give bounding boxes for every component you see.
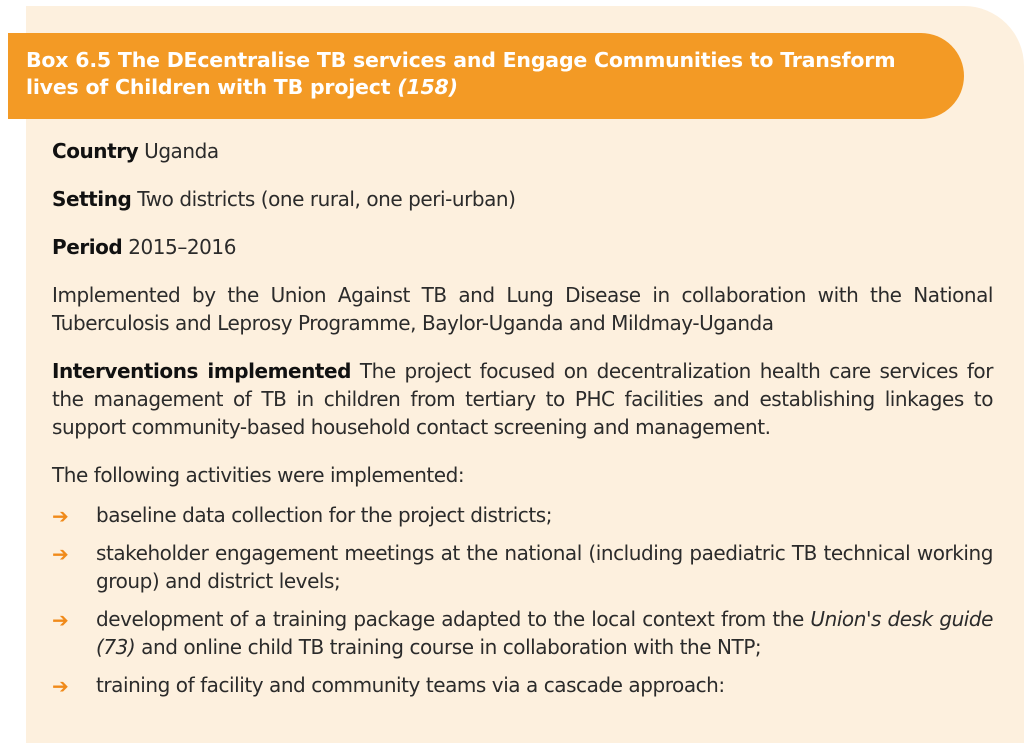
interventions-paragraph: [52, 357, 993, 441]
country-line: [52, 137, 993, 165]
activities-intro: The following activities were implemented:: [52, 463, 465, 487]
country-label: Country: [52, 139, 139, 163]
list-item-text: baseline data collection for the project districts;: [96, 503, 552, 527]
setting-value: Two districts (one rural, one peri-urban): [131, 187, 516, 211]
setting-label: Setting: [52, 187, 132, 211]
list-item: [52, 671, 993, 699]
box-title-reference: (158): [397, 75, 458, 99]
list-item-citation: Union's desk guide (73): [96, 607, 994, 659]
arrow-right-icon: ➔: [52, 608, 69, 632]
list-item: [52, 501, 993, 529]
box-title-text: Box 6.5 The DEcentralise TB services and Engage Communities to Transform lives of Children with TB project: [26, 48, 896, 99]
implemented-by-paragraph: Implemented by the Union Against TB and Lung Disease in collaboration with the National Tuberculosis and Leprosy Programme, Baylor-Uganda and Mildmay-Uganda: [52, 283, 993, 335]
interventions-label: Interventions implemented: [52, 359, 351, 383]
box-title-banner: [8, 33, 964, 119]
period-value: 2015–2016: [122, 235, 236, 259]
setting-line: [52, 185, 993, 213]
arrow-right-icon: ➔: [52, 542, 69, 566]
country-value: Uganda: [138, 139, 219, 163]
list-item: [52, 605, 993, 661]
list-item-text: training of facility and community teams via a cascade approach:: [96, 673, 725, 697]
activities-list: [52, 501, 993, 699]
list-item-text-post: and online child TB training course in collaboration with the NTP;: [135, 635, 762, 659]
arrow-right-icon: ➔: [52, 674, 69, 698]
period-line: [52, 233, 993, 261]
period-label: Period: [52, 235, 123, 259]
list-item-text: stakeholder engagement meetings at the national (including paediatric TB technical working group) and district levels;: [96, 541, 993, 593]
interventions-text: The project focused on decentralization health care services for the management of TB in children from tertiary to PHC facilities and establishing linkages to support community-based household contact screening and management.: [52, 359, 993, 439]
box-content: [52, 137, 993, 709]
list-item-text-pre: development of a training package adapted to the local context from the: [96, 607, 811, 631]
list-item: [52, 539, 993, 595]
box-title: [26, 47, 944, 101]
arrow-right-icon: ➔: [52, 504, 69, 528]
